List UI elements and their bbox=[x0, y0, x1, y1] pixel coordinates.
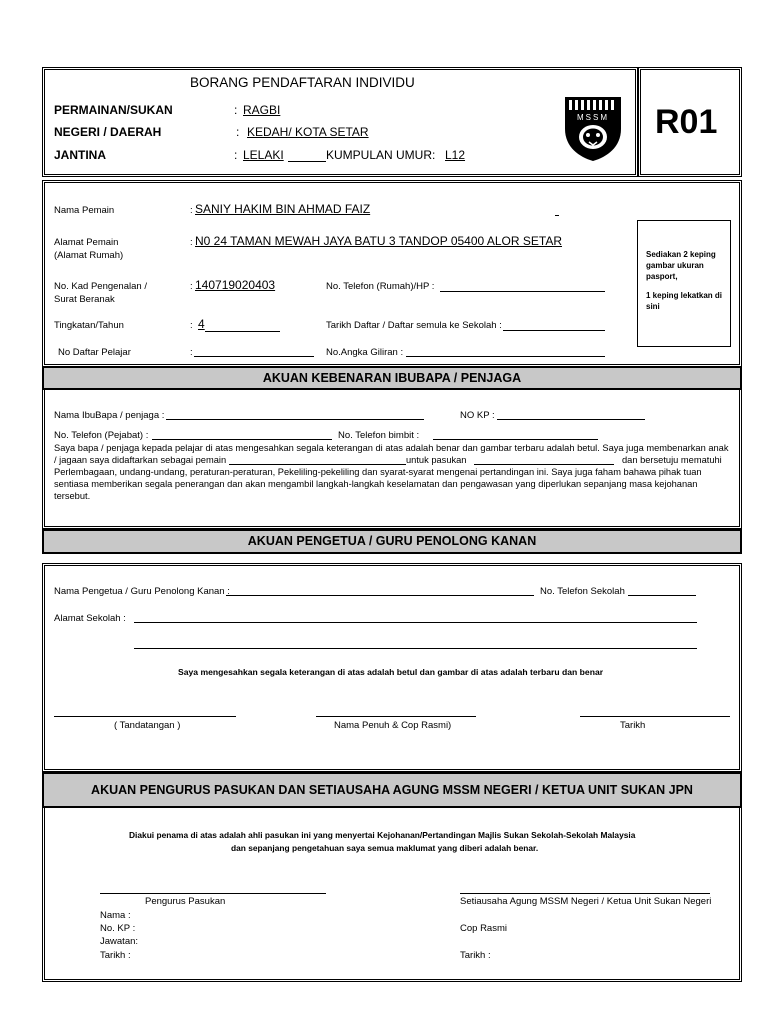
home-phone-label: No. Telefon (Rumah)/HP : bbox=[326, 281, 435, 292]
parent-declaration-line-5: tersebut. bbox=[54, 491, 91, 501]
player-position-field[interactable] bbox=[229, 464, 406, 465]
parent-declaration-line-4: sentiasa memberikan segala penerangan dan akan mengambil langkah-langkah keselamatan dan pengawasan yang diperlukan sepanjang masa kejohanan bbox=[54, 479, 698, 489]
school-address-field-1[interactable] bbox=[134, 622, 697, 623]
gender-colon: : bbox=[234, 148, 238, 162]
mssm-logo-icon bbox=[563, 95, 623, 163]
team-field[interactable] bbox=[474, 464, 614, 465]
manager-kp-label: No. KP : bbox=[100, 923, 136, 934]
manager-name-label: Nama : bbox=[100, 910, 131, 921]
index-no-label: No.Angka Giliran : bbox=[326, 347, 404, 358]
age-group-label: KUMPULAN UMUR: bbox=[326, 148, 436, 162]
school-phone-field[interactable] bbox=[628, 595, 696, 596]
parent-declaration-line-3: Perlembagaan, undang-undang, peraturan-peraturan, Pekeliling-pekeliling dan syarat-syarat mengenai pertandingan ini. Saya juga faham bahawa pihak tuan bbox=[54, 467, 702, 477]
principal-name-label: Nama Pengetua / Guru Penolong Kanan : bbox=[54, 586, 230, 597]
school-year-value[interactable]: 4 bbox=[198, 317, 205, 331]
principal-full-name-label: Nama Penuh & Cop Rasmi) bbox=[334, 720, 452, 731]
student-no-label: No Daftar Pelajar bbox=[58, 347, 131, 358]
mobile-phone-label: No. Telefon bimbit : bbox=[338, 430, 420, 441]
state-label: NEGERI / DAERAH bbox=[54, 125, 162, 139]
manager-statement-line-1: Diakui penama di atas adalah ahli pasukan ini yang menyertai Kejohanan/Pertandingan Majlis Sukan Sekolah-Sekolah Malaysia bbox=[129, 830, 636, 840]
parent-declaration-line-2c: dan bersetuju mematuhi bbox=[622, 455, 722, 465]
school-address-label: Alamat Sekolah : bbox=[54, 613, 126, 624]
office-phone-label: No. Telefon (Pejabat) : bbox=[54, 430, 149, 441]
ic-label-1: No. Kad Pengenalan / bbox=[54, 281, 147, 292]
principal-section-title: AKUAN PENGETUA / GURU PENOLONG KANAN bbox=[42, 529, 742, 554]
registration-date-label: Tarikh Daftar / Daftar semula ke Sekolah : bbox=[326, 320, 502, 331]
parent-kp-field[interactable] bbox=[497, 419, 645, 420]
gender-label: JANTINA bbox=[54, 148, 107, 162]
parent-kp-label: NO KP : bbox=[460, 410, 495, 421]
principal-date-field[interactable] bbox=[580, 716, 730, 717]
mobile-phone-field[interactable] bbox=[433, 439, 598, 440]
principal-full-name-field[interactable] bbox=[316, 716, 476, 717]
sport-value[interactable]: RAGBI bbox=[243, 103, 281, 117]
index-no-field[interactable] bbox=[406, 356, 605, 357]
photo-note-2: 1 keping lekatkan di sini bbox=[646, 291, 723, 311]
home-phone-field[interactable] bbox=[440, 291, 605, 292]
official-stamp-label: Cop Rasmi bbox=[460, 923, 507, 934]
sport-label: PERMAINAN/SUKAN bbox=[54, 103, 173, 117]
principal-signature-label: ( Tandatangan ) bbox=[114, 720, 181, 731]
parent-name-field[interactable] bbox=[166, 419, 424, 420]
state-value[interactable]: KEDAH/ KOTA SETAR bbox=[247, 125, 369, 139]
registration-date-field[interactable] bbox=[503, 330, 605, 331]
sport-colon: : bbox=[234, 103, 238, 117]
photo-box[interactable] bbox=[637, 220, 731, 347]
manager-statement-line-2: dan sepanjang pengetahuan saya semua maklumat yang diberi adalah benar. bbox=[231, 843, 539, 853]
team-manager-label: Pengurus Pasukan bbox=[145, 896, 226, 907]
photo-note-1: Sediakan 2 keping gambar ukuran pasport, bbox=[646, 250, 716, 281]
parent-declaration-line-2b: untuk pasukan bbox=[406, 455, 467, 465]
office-phone-field[interactable] bbox=[152, 439, 332, 440]
secretary-signature-field[interactable] bbox=[460, 893, 710, 894]
principal-name-field[interactable] bbox=[226, 595, 534, 596]
ic-value[interactable]: 140719020403 bbox=[195, 278, 276, 292]
principal-confirmation: Saya mengesahkan segala keterangan di atas adalah betul dan gambar di atas adalah terbaru dan benar bbox=[178, 667, 604, 677]
school-phone-label: No. Telefon Sekolah bbox=[540, 586, 625, 597]
form-code: R01 bbox=[655, 103, 718, 141]
school-year-label: Tingkatan/Tahun bbox=[54, 320, 124, 331]
manager-position-label: Jawatan: bbox=[100, 936, 139, 947]
parent-name-label: Nama IbuBapa / penjaga : bbox=[54, 410, 165, 421]
state-colon: : bbox=[236, 125, 240, 139]
student-no-field[interactable] bbox=[194, 356, 314, 357]
manager-date-label: Tarikh : bbox=[100, 950, 131, 961]
address-value[interactable]: N0 24 TAMAN MEWAH JAYA BATU 3 TANDOP 05400 ALOR SETAR bbox=[195, 234, 563, 248]
form-title: BORANG PENDAFTARAN INDIVIDU bbox=[190, 75, 415, 90]
team-manager-signature-field[interactable] bbox=[100, 893, 326, 894]
manager-section-title: AKUAN PENGURUS PASUKAN DAN SETIAUSAHA AGUNG MSSM NEGERI / KETUA UNIT SUKAN JPN bbox=[42, 772, 742, 808]
secretary-label: Setiausaha Agung MSSM Negeri / Ketua Unit Sukan Negeri bbox=[460, 896, 712, 907]
ic-label-2: Surat Beranak bbox=[54, 294, 115, 305]
parent-declaration-line-1: Saya bapa / penjaga kepada pelajar di atas mengesahkan segala keterangan di atas adalah benar dan gambar terbaru adalah betul. Saya juga membenarkan anak bbox=[54, 443, 729, 453]
school-address-field-2[interactable] bbox=[134, 648, 697, 649]
address-label-1: Alamat Pemain bbox=[54, 237, 119, 248]
secretary-date-label: Tarikh : bbox=[460, 950, 491, 961]
principal-date-label: Tarikh bbox=[620, 720, 646, 731]
gender-value[interactable]: LELAKI bbox=[243, 148, 284, 162]
parent-section-title: AKUAN KEBENARAN IBUBAPA / PENJAGA bbox=[42, 366, 742, 390]
player-name-value[interactable]: SANIY HAKIM BIN AHMAD FAIZ bbox=[195, 202, 371, 216]
player-name-label: Nama Pemain bbox=[54, 205, 115, 216]
address-label-2: (Alamat Rumah) bbox=[54, 250, 124, 261]
age-group-value[interactable]: L12 bbox=[445, 148, 466, 162]
logo-text: MSSM bbox=[577, 113, 609, 122]
parent-declaration-line-2a: / jagaan saya didaftarkan sebagai pemain bbox=[54, 455, 227, 465]
principal-signature-field[interactable] bbox=[54, 716, 236, 717]
